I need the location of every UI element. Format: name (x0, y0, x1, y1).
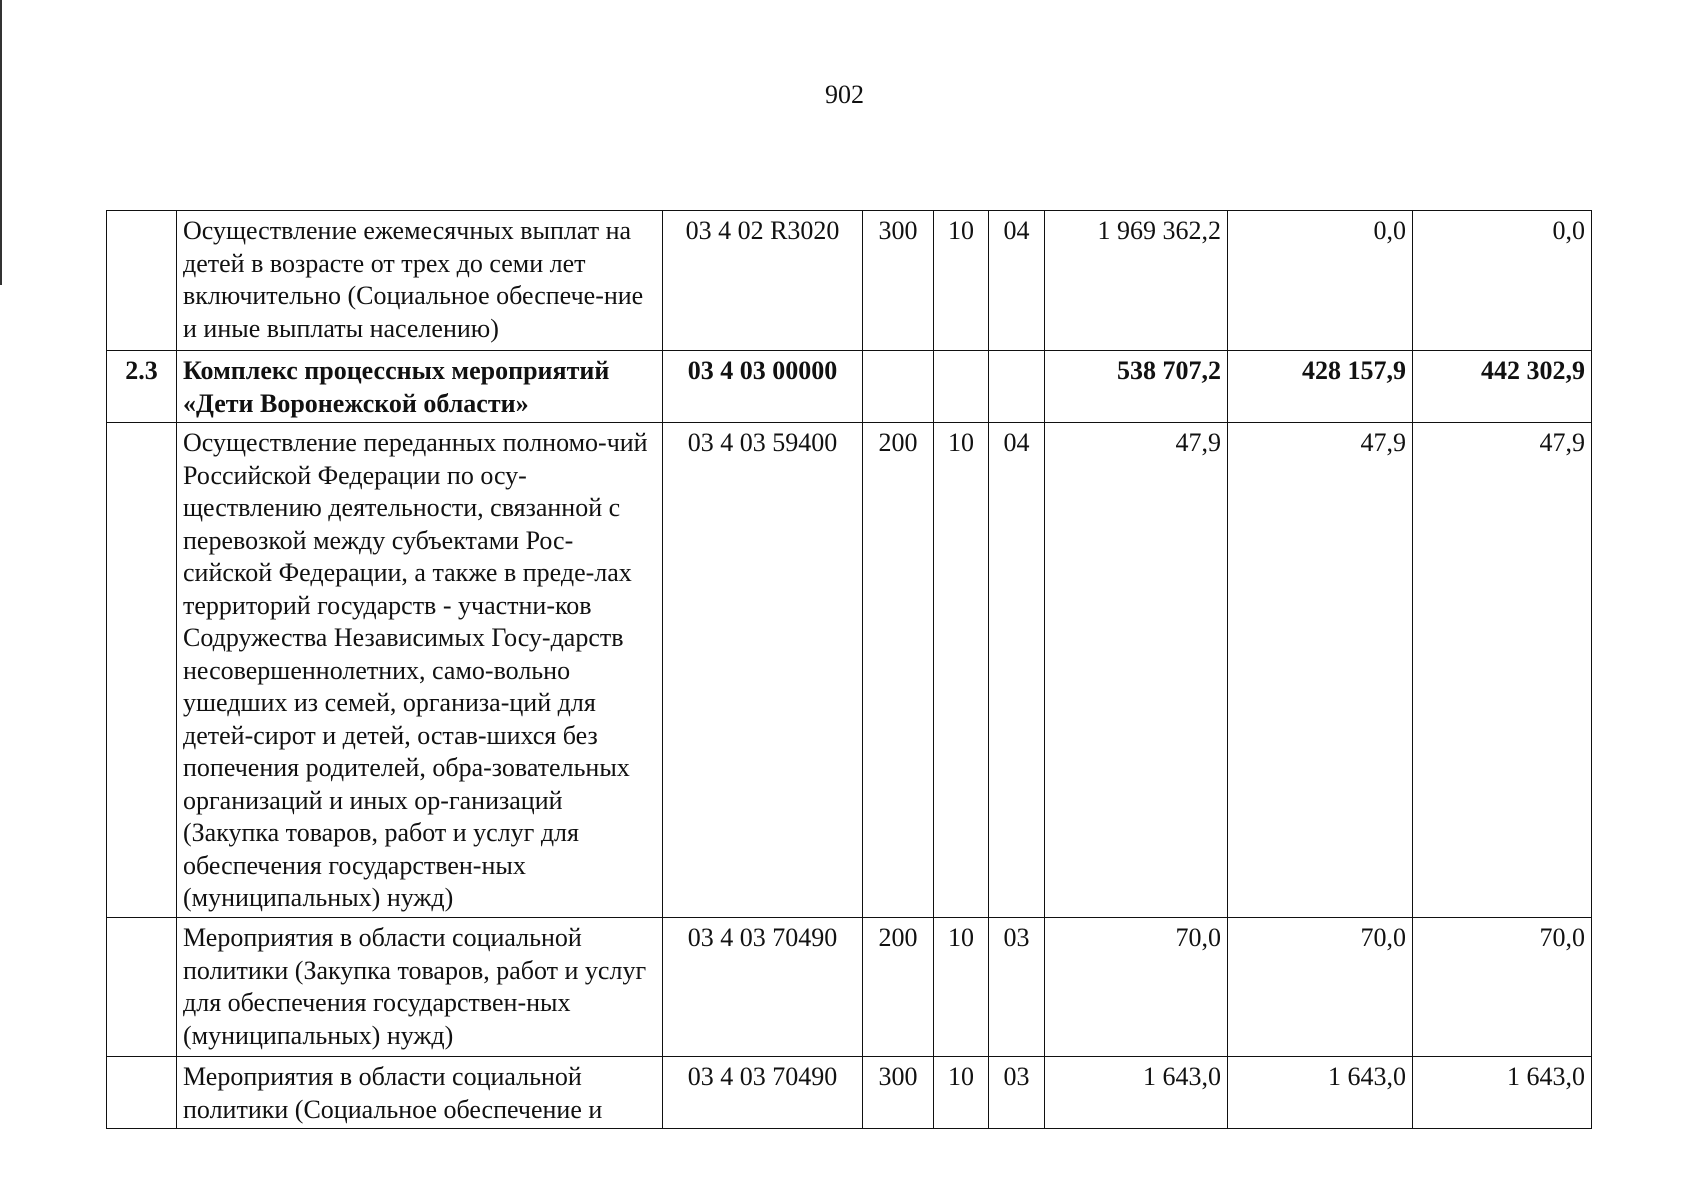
table-row (107, 351, 1592, 423)
subsection-cell (989, 351, 1045, 423)
section-cell: 10 (934, 1057, 989, 1129)
subsection-cell: 04 (989, 211, 1045, 351)
target-code-cell: 03 4 02 R3020 (663, 211, 863, 351)
table-row (107, 211, 1592, 351)
expense-type-cell: 200 (863, 423, 934, 918)
amount-year-1-cell: 1 643,0 (1045, 1057, 1228, 1129)
section-cell: 10 (934, 211, 989, 351)
row-number-cell: 2.3 (107, 351, 177, 423)
amount-year-1-cell: 70,0 (1045, 918, 1228, 1057)
subsection-cell: 03 (989, 918, 1045, 1057)
description-cell: Мероприятия в области социальной политики (Социальное обеспечение и (177, 1057, 663, 1129)
amount-year-1-cell: 538 707,2 (1045, 351, 1228, 423)
amount-year-3-cell: 442 302,9 (1413, 351, 1592, 423)
amount-year-2-cell: 0,0 (1228, 211, 1413, 351)
section-cell (934, 351, 989, 423)
target-code-cell: 03 4 03 59400 (663, 423, 863, 918)
description-cell: Мероприятия в области социальной политики (Закупка товаров, работ и услуг для обеспечения государствен-ных (муниципальных) нужд) (177, 918, 663, 1057)
amount-year-2-cell: 47,9 (1228, 423, 1413, 918)
amount-year-2-cell: 1 643,0 (1228, 1057, 1413, 1129)
expense-type-cell: 300 (863, 1057, 934, 1129)
table-row (107, 423, 1592, 918)
section-cell: 10 (934, 918, 989, 1057)
description-cell: Осуществление ежемесячных выплат на детей в возрасте от трех до семи лет включительно (Социальное обеспече-ние и иные выплаты населению) (177, 211, 663, 351)
row-number-cell (107, 211, 177, 351)
expense-type-cell: 300 (863, 211, 934, 351)
amount-year-1-cell: 1 969 362,2 (1045, 211, 1228, 351)
amount-year-3-cell: 1 643,0 (1413, 1057, 1592, 1129)
budget-table (106, 210, 1592, 1129)
target-code-cell: 03 4 03 00000 (663, 351, 863, 423)
amount-year-2-cell: 428 157,9 (1228, 351, 1413, 423)
expense-type-cell: 200 (863, 918, 934, 1057)
description-cell: Комплекс процессных мероприятий «Дети Воронежской области» (177, 351, 663, 423)
target-code-cell: 03 4 03 70490 (663, 918, 863, 1057)
amount-year-2-cell: 70,0 (1228, 918, 1413, 1057)
amount-year-3-cell: 70,0 (1413, 918, 1592, 1057)
description-cell: Осуществление переданных полномо-чий Российской Федерации по осу-ществлению деятельности, связанной с перевозкой между субъектами Рос-сийской Федерации, а также в преде-лах территорий государств - участни-ков Содружества Независимых Госу-дарств несовершеннолетних, само-вольно ушедших из семей, организа-ций для детей-сирот и детей, остав-шихся без попечения родителей, обра-зовательных организаций и иных ор-ганизаций (Закупка товаров, работ и услуг для обеспечения государствен-ных (муниципальных) нужд) (177, 423, 663, 918)
row-number-cell (107, 1057, 177, 1129)
scan-edge-line (0, 0, 2, 285)
amount-year-1-cell: 47,9 (1045, 423, 1228, 918)
table-row (107, 1057, 1592, 1129)
section-cell: 10 (934, 423, 989, 918)
expense-type-cell (863, 351, 934, 423)
target-code-cell: 03 4 03 70490 (663, 1057, 863, 1129)
page-number: 902 (825, 80, 864, 109)
row-number-cell (107, 423, 177, 918)
table-row (107, 918, 1592, 1057)
amount-year-3-cell: 47,9 (1413, 423, 1592, 918)
row-number-cell (107, 918, 177, 1057)
amount-year-3-cell: 0,0 (1413, 211, 1592, 351)
table-body (107, 211, 1592, 1129)
subsection-cell: 03 (989, 1057, 1045, 1129)
subsection-cell: 04 (989, 423, 1045, 918)
